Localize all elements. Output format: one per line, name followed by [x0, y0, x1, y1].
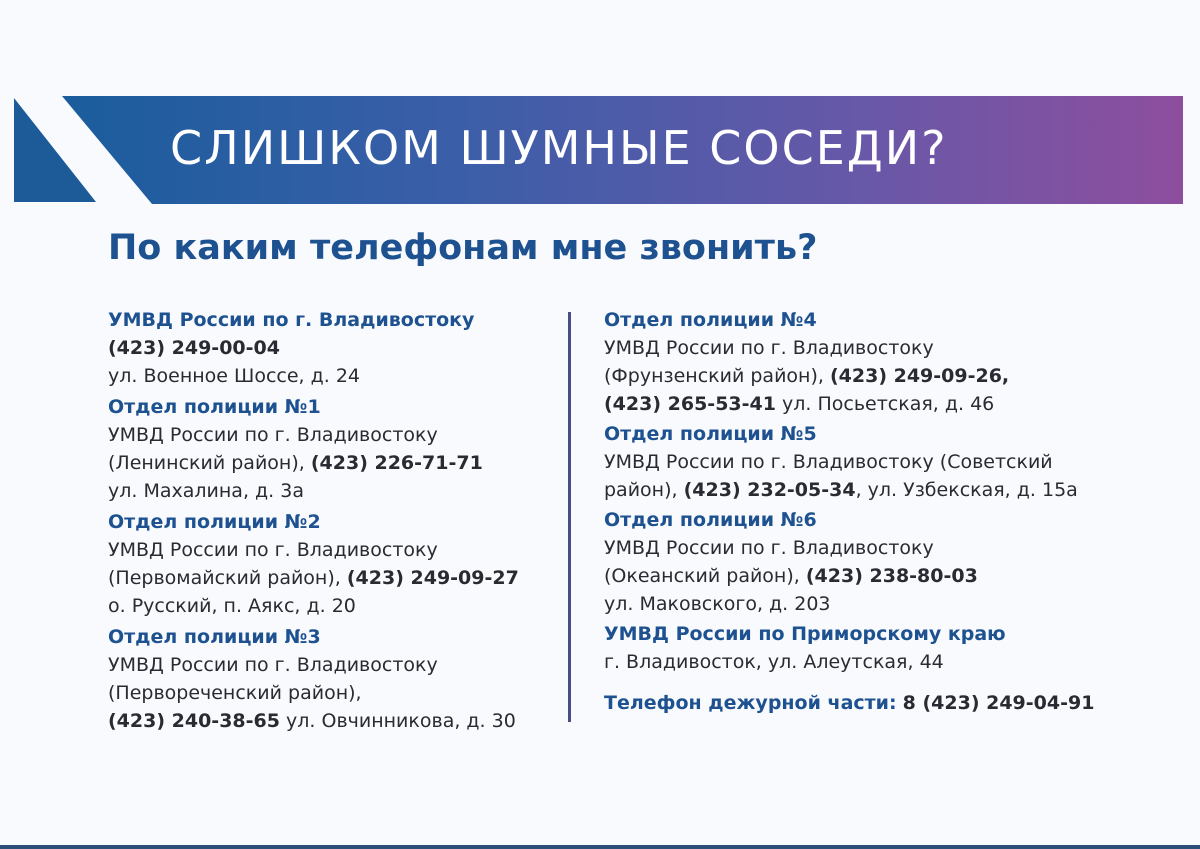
contact-umvd-vladivostok [108, 306, 560, 390]
contact-op3 [108, 623, 560, 735]
contact-phone: (423) 238-80-03 [805, 565, 978, 587]
contact-phone: (423) 265-53-41 [604, 393, 776, 415]
contact-title: Отдел полиции №1 [108, 396, 321, 418]
contact-title: УМВД России по г. Владивостоку [108, 309, 475, 331]
contact-address: о. Русский, п. Аякс, д. 20 [108, 595, 356, 617]
contact-op2 [108, 508, 560, 620]
contact-phone: (423) 232-05-34 [683, 479, 856, 501]
contact-district: (Первомайский район), [108, 567, 341, 589]
contact-op1 [108, 393, 560, 505]
contact-district: (Первореченский район), [108, 682, 362, 704]
subtitle: По каким телефонам мне звонить? [108, 228, 818, 268]
contact-title: Отдел полиции №5 [604, 423, 817, 445]
contacts-right-column [604, 306, 1144, 717]
contact-district: район), [604, 479, 678, 501]
contact-title: УМВД России по Приморскому краю [604, 623, 1006, 645]
contact-umvd-primorye [604, 620, 1144, 676]
contacts-left-column [108, 306, 560, 735]
contact-phone: (423) 249-09-27 [346, 567, 519, 589]
contact-address: г. Владивосток, ул. Алеутская, 44 [604, 651, 944, 673]
contact-op4 [604, 306, 1144, 418]
contact-org: УМВД России по г. Владивостоку [108, 654, 438, 676]
contact-title: Отдел полиции №3 [108, 626, 321, 648]
column-divider [568, 312, 571, 722]
contact-org: УМВД России по г. Владивостоку [604, 337, 934, 359]
duty-line [604, 689, 1144, 717]
contact-op6 [604, 506, 1144, 618]
contact-address: ул. Махалина, д. 3а [108, 480, 304, 502]
duty-phone: 8 (423) 249-04-91 [902, 692, 1095, 714]
contact-address: , ул. Узбекская, д. 15а [855, 479, 1078, 501]
contact-op5 [604, 420, 1144, 504]
contact-address: ул. Овчинникова, д. 30 [286, 710, 516, 732]
contact-phone: (423) 249-09-26, [829, 365, 1010, 387]
contact-address: ул. Маковского, д. 203 [604, 593, 831, 615]
contact-org: УМВД России по г. Владивостоку (Советский [604, 451, 1053, 473]
contact-phone: (423) 240-38-65 [108, 710, 280, 732]
contact-org: УМВД России по г. Владивостоку [108, 424, 438, 446]
bottom-border [0, 845, 1200, 849]
contact-title: Отдел полиции №4 [604, 309, 817, 331]
contact-org: УМВД России по г. Владивостоку [108, 539, 438, 561]
contact-org: УМВД России по г. Владивостоку [604, 537, 934, 559]
contact-address: ул. Военное Шоссе, д. 24 [108, 365, 361, 387]
contact-phone: (423) 226-71-71 [310, 452, 483, 474]
contact-phone: (423) 249-00-04 [108, 337, 280, 359]
contact-district: (Ленинский район), [108, 452, 305, 474]
duty-label: Телефон дежурной части: [604, 692, 897, 714]
contact-title: Отдел полиции №2 [108, 511, 321, 533]
contact-district: (Фрунзенский район), [604, 365, 824, 387]
contact-district: (Океанский район), [604, 565, 800, 587]
contact-title: Отдел полиции №6 [604, 509, 817, 531]
banner-title: СЛИШКОМ ШУМНЫЕ СОСЕДИ? [170, 121, 948, 175]
contact-address: ул. Посьетская, д. 46 [782, 393, 995, 415]
